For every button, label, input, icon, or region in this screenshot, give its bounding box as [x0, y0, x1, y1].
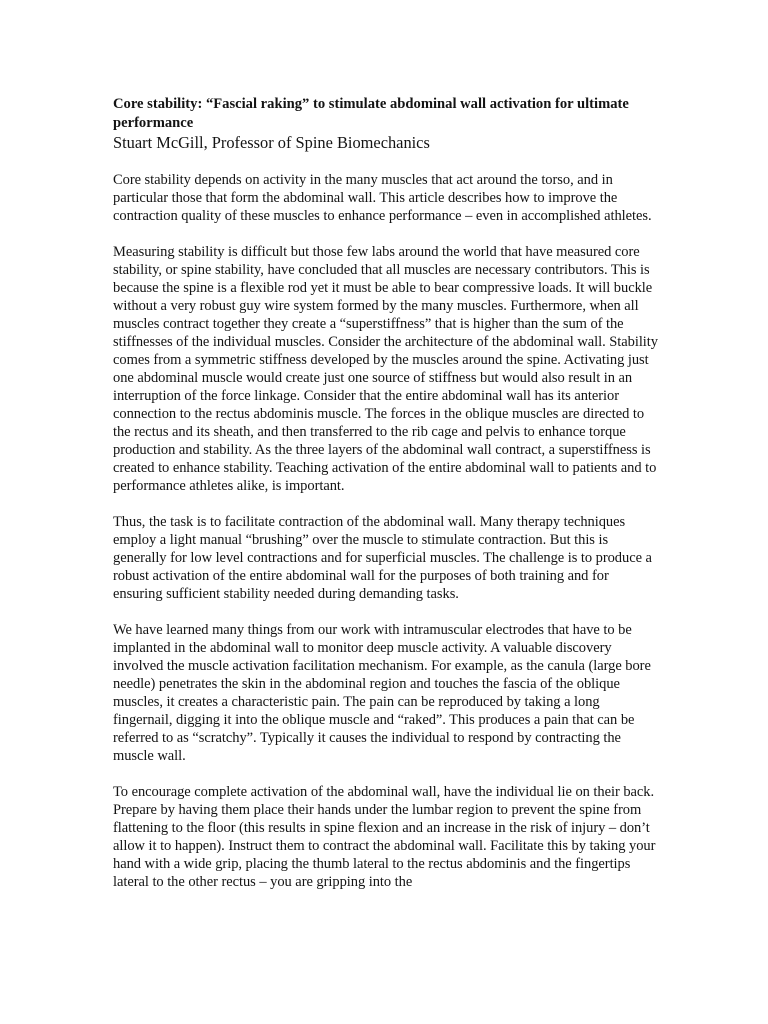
article-body: [113, 95, 661, 909]
paragraph-facilitate-contraction: Thus, the task is to facilitate contraction of the abdominal wall. Many therapy techniques employ a light manual “brushing” over the muscle to stimulate contraction. But this is generally for low level contractions and for superficial muscles. The challenge is to produce a robust activation of the entire abdominal wall for the purposes of both training and for ensuring sufficient stability needed during demanding tasks.: [113, 514, 652, 602]
article-author: Stuart McGill, Professor of Spine Biomechanics: [113, 133, 430, 152]
paragraph-measuring-stability: Measuring stability is difficult but those few labs around the world that have measured core stability, or spine stability, have concluded that all muscles are necessary contributors. This is because the spine is a flexible rod yet it must be able to bear compressive loads. It will buckle without a very robust guy wire system formed by the many muscles. Furthermore, when all muscles contract together they create a “superstiffness” that is higher than the sum of the stiffnesses of the individual muscles. Consider the architecture of the abdominal wall. Stability comes from a symmetric stiffness developed by the muscles around the spine. Activating just one abdominal muscle would create just one source of stiffness but would also result in an interruption of the force linkage. Consider that the entire abdominal wall has its anterior connection to the rectus abdominis muscle. The forces in the oblique muscles are directed to the rectus and its sheath, and then transferred to the rib cage and pelvis to enhance torque production and stability. As the three layers of the abdominal wall contract, a superstiffness is created to enhance stability. Teaching activation of the entire abdominal wall to patients and to performance athletes alike, is important.: [113, 244, 658, 494]
paragraph-complete-activation: To encourage complete activation of the abdominal wall, have the individual lie on their back. Prepare by having them place their hands under the lumbar region to prevent the spine from flattening to the floor (this results in spine flexion and an increase in the risk of injury – don’t allow it to happen). Instruct them to contract the abdominal wall. Facilitate this by taking your hand with a wide grip, placing the thumb lateral to the rectus abdominis and the fingertips lateral to the other rectus – you are gripping into the: [113, 784, 656, 890]
article-title: Core stability: “Fascial raking” to stimulate abdominal wall activation for ultimate performance: [113, 96, 629, 131]
paragraph-intro: Core stability depends on activity in the many muscles that act around the torso, and in particular those that form the abdominal wall. This article describes how to improve the contraction quality of these muscles to enhance performance – even in accomplished athletes.: [113, 172, 652, 224]
paragraph-intramuscular-electrodes: We have learned many things from our work with intramuscular electrodes that have to be implanted in the abdominal wall to monitor deep muscle activity. A valuable discovery involved the muscle activation facilitation mechanism. For example, as the canula (large bore needle) penetrates the skin in the abdominal region and touches the fascia of the oblique muscles, it creates a characteristic pain. The pain can be reproduced by taking a long fingernail, digging it into the oblique muscle and “raked”. This produces a pain that can be referred to as “scratchy”. Typically it causes the individual to respond by contracting the muscle wall.: [113, 622, 651, 764]
